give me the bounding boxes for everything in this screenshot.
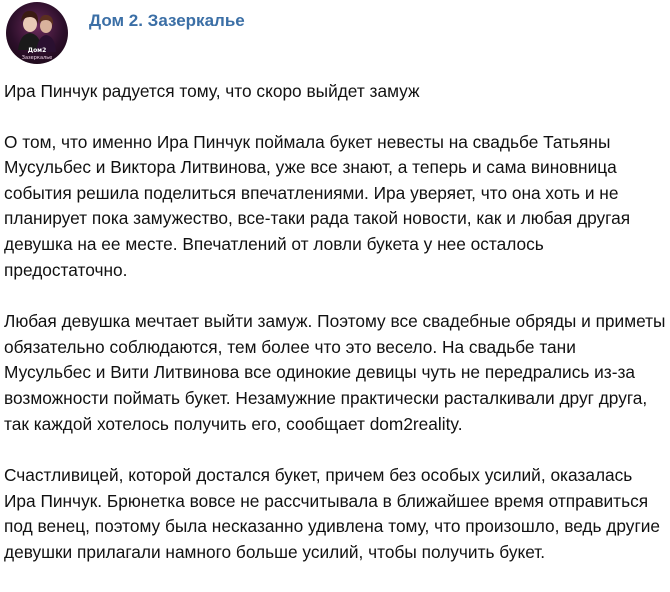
post-paragraph-2: Любая девушка мечтает выйти замуж. Поэтому все свадебные обряды и приметы обязательно соблюдаются, тем более что это весело. На свадьбе тани Мусульбес и Вити Литвинова все одинокие девицы чуть не передрались из-за возможности поймать букет. Незамужние практически расталкивали друг друга, так каждой хотелось получить его, сообщает dom2reality. [4,311,666,434]
channel-name-link[interactable]: Дом 2. Зазеркалье [89,11,245,30]
avatar-image-icon [6,2,68,64]
post-body [4,79,666,592]
channel-avatar[interactable] [6,2,68,64]
svg-text:Дом2: Дом2 [27,47,47,54]
post-paragraph-3: Счастливицей, которой достался букет, причем без особых усилий, оказалась Ира Пинчук. Брюнетка вовсе не рассчитывала в ближайшее время отправиться под венец, поэтому была несказанно удивлена тому, что произошло, ведь другие девушки прилагали намного больше усилий, чтобы получить букет. [4,465,661,562]
svg-text:Зазеркалье: Зазеркалье [21,55,53,61]
channel-header [0,0,670,72]
post-headline: Ира Пинчук радуется тому, что скоро выйдет замуж [4,81,420,101]
post-paragraph-1: О том, что именно Ира Пинчук поймала букет невесты на свадьбе Татьяны Мусульбес и Виктора Литвинова, уже все знают, а теперь и сама виновница события решила поделиться впечатлениями. Ира уверяет, что она хоть и не планирует пока замужество, все-таки рада такой новости, как и любая другая девушка на ее месте. Впечатлений от ловли букета у нее осталось предостаточно. [4,131,631,280]
